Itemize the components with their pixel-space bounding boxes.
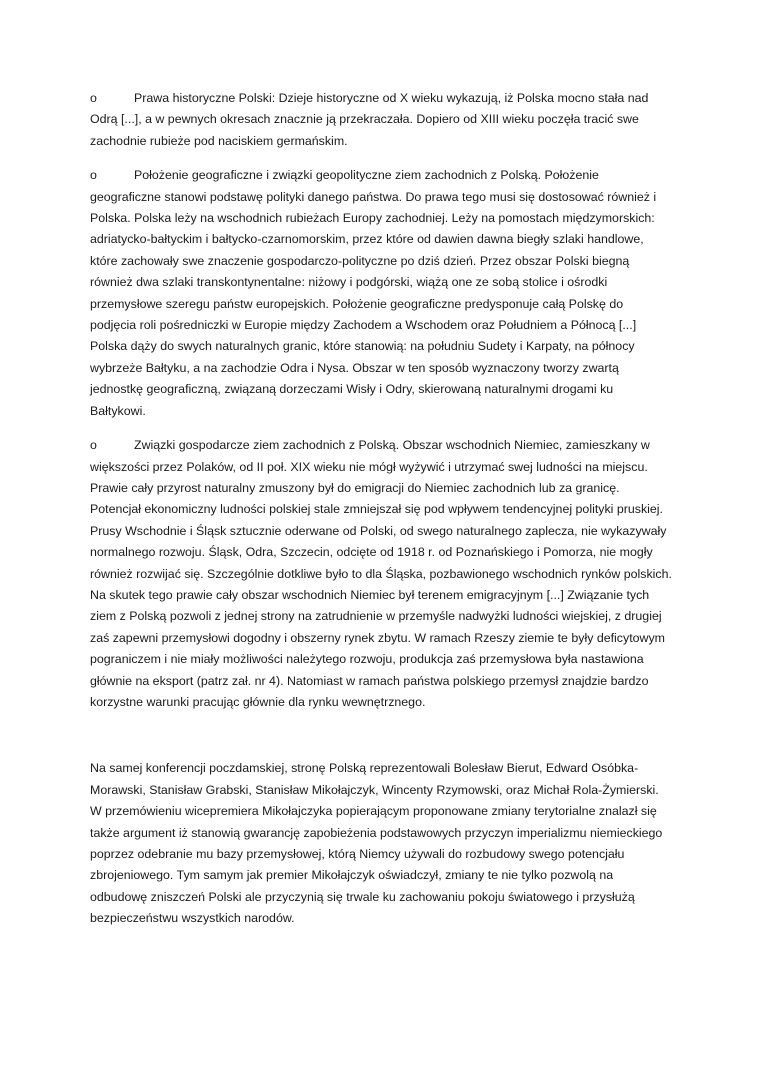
bullet-historical-rights <box>90 88 672 152</box>
bullet-economic-ties <box>90 435 672 713</box>
bullet-text: Związki gospodarcze ziem zachodnich z Polską. Obszar wschodnich Niemiec, zamieszkany w większości przez Polaków, od II poł. XIX wieku nie mógł wyżywić i utrzymać swej ludności na miejscu. Prawie cały przyrost naturalny zmuszony był do emigracji do Niemiec zachodnich lub za granicę. Potencjał ekonomiczny ludności polskiej stale zmniejszał się pod wpływem tendencyjnej polityki pruskiej. Prusy Wschodnie i Śląsk sztucznie oderwane od Polski, od swego naturalnego zaplecza, nie wykazywały normalnego rozwoju. Śląsk, Odra, Szczecin, odcięte od 1918 r. od Poznańskiego i Pomorza, nie mogły również rozwijać się. Szczególnie dotkliwe było to dla Śląska, pozbawionego wschodnich rynków polskich. Na skutek tego prawie cały obszar wschodnich Niemiec był terenem emigracyjnym [...] Związanie tych ziem z Polską pozwoli z jednej strony na zatrudnienie w przemyśle nadwyżki ludności wiejskiej, z drugiej zaś zapewni przemysłowi dogodny i obszerny rynek zbytu. W ramach Rzeszy ziemie te były deficytowym pograniczem i nie miały możliwości należytego rozwoju, produkcja zaś przemysłowa była nastawiona głównie na eksport (patrz zał. nr 4). Natomiast w ramach państwa polskiego przemysł znajdzie bardzo korzystne warunki pracując głównie dla rynku wewnętrznego. <box>90 438 672 709</box>
closing-paragraph: Na samej konferencji poczdamskiej, stronę Polską reprezentowali Bolesław Bierut, Edward Osóbka-Morawski, Stanisław Grabski, Stanisław Mikołajczyk, Wincenty Rzymowski, oraz Michał Rola-Żymierski. W przemówieniu wicepremiera Mikołajczyka popierającym proponowane zmiany terytorialne znalazł się także argument iż stanowią gwarancję zapobieżenia podstawowych przyczyn imperializmu niemieckiego poprzez odebranie mu bazy przemysłowej, którą Niemcy używali do rozbudowy swego potencjału zbrojeniowego. Tym samym jak premier Mikołajczyk oświadczył, zmiany te nie tylko pozwolą na odbudowę zniszczeń Polski ale przyczynią się trwale ku zachowaniu pokoju światowego i przysłużą bezpieczeństwu wszystkich narodów. <box>90 761 663 926</box>
bullet-geographic-position <box>90 165 672 422</box>
document-page <box>90 88 672 930</box>
bullet-text: Prawa historyczne Polski: Dzieje historyczne od X wieku wykazują, iż Polska mocno stała nad Odrą [...], a w pewnych okresach znacznie ją przekraczała. Dopiero od XIII wieku poczęła tracić swe zachodnie rubieże pod naciskiem germańskim. <box>90 91 649 148</box>
paragraph-spacer <box>90 726 672 758</box>
bullet-marker: o <box>90 91 97 105</box>
bullet-text: Położenie geograficzne i związki geopolityczne ziem zachodnich z Polską. Położenie geograficzne stanowi podstawę polityki danego państwa. Do prawa tego musi się dostosować również i Polska. Polska leży na wschodnich rubieżach Europy zachodniej. Leży na pomostach międzymorskich: adriatycko-bałtyckim i bałtycko-czarnomorskim, przez które od dawien dawna biegły szlaki handlowe, które zachowały swe znaczenie gospodarczo-polityczne po dziś dzień. Przez obszar Polski biegną również dwa szlaki transkontynentalne: niżowy i podgórski, wiążą one ze sobą stolice i ośrodki przemysłowe szeregu państw europejskich. Położenie geograficzne predysponuje całą Polskę do podjęcia roli pośredniczki w Europie między Zachodem a Wschodem oraz Południem a Północą [...] Polska dąży do swych naturalnych granic, które stanowią: na południu Sudety i Karpaty, na północy wybrzeże Bałtyku, a na zachodzie Odra i Nysa. Obszar w ten sposób wyznaczony tworzy zwartą jednostkę geograficzną, związaną dorzeczami Wisły i Odry, skierowaną naturalnymi drogami ku Bałtykowi. <box>90 168 657 418</box>
bullet-marker: o <box>90 168 97 183</box>
bullet-marker: o <box>90 438 97 453</box>
